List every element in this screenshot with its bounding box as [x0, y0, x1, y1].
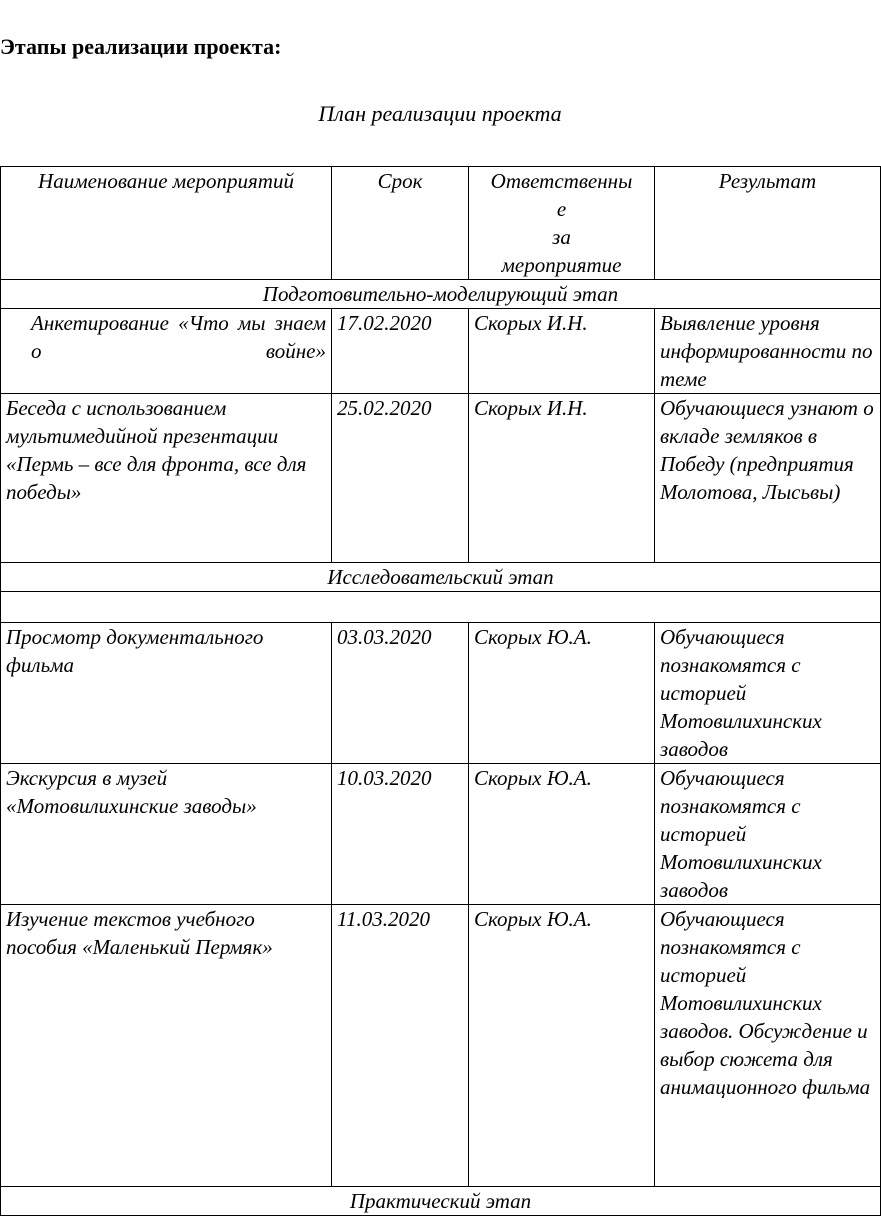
cell-event: Просмотр документального фильма — [1, 623, 332, 764]
cell-result: Обучающиеся узнают о вкладе земляков в Победу (предприятия Молотова, Лысьвы) — [655, 394, 881, 563]
plan-table-container — [0, 166, 874, 1218]
header-responsible — [469, 167, 655, 280]
stage-row — [1, 563, 881, 592]
cell-event: Анкетирование «Что мы знаем о войне» — [1, 309, 332, 394]
cell-result: Обучающиеся познакомятся с историей Мотовилихинских заводов — [655, 764, 881, 905]
cell-event: Беседа с использованием мультимедийной презентации «Пермь – все для фронта, все для победы» — [1, 394, 332, 563]
stage-row — [1, 1187, 881, 1216]
header-responsible-line: е — [556, 197, 567, 221]
section-heading: Этапы реализации проекта: — [0, 34, 282, 59]
cell-event: Экскурсия в музей «Мотовилихинские заводы» — [1, 764, 332, 905]
cell-date: 17.02.2020 — [332, 309, 469, 394]
header-responsible-line: за — [552, 225, 571, 249]
table-row — [1, 309, 881, 394]
cell-event: Изучение текстов учебного пособия «Маленький Пермяк» — [1, 905, 332, 1187]
header-date: Срок — [332, 167, 469, 280]
table-row — [1, 905, 881, 1187]
stage-title: Подготовительно-моделирующий этап — [1, 280, 881, 309]
header-event: Наименование мероприятий — [1, 167, 332, 280]
stage-row — [1, 280, 881, 309]
table-row — [1, 394, 881, 563]
cell-responsible: Скорых Ю.А. — [469, 905, 655, 1187]
cell-date: 25.02.2020 — [332, 394, 469, 563]
cell-result: Выявление уровня информированности по теме — [655, 309, 881, 394]
spacer-cell — [1, 592, 881, 623]
plan-title: План реализации проекта — [318, 101, 562, 126]
header-responsible-line: Ответственны — [490, 169, 633, 193]
spacer-row — [1, 592, 881, 623]
cell-date: 03.03.2020 — [332, 623, 469, 764]
cell-date: 10.03.2020 — [332, 764, 469, 905]
table-row — [1, 623, 881, 764]
cell-result: Обучающиеся познакомятся с историей Мотовилихинских заводов — [655, 623, 881, 764]
plan-table — [0, 166, 881, 1216]
stage-title: Практический этап — [1, 1187, 881, 1216]
table-header-row — [1, 167, 881, 280]
header-responsible-line: мероприятие — [501, 253, 622, 277]
cell-responsible: Скорых И.Н. — [469, 394, 655, 563]
cell-responsible: Скорых И.Н. — [469, 309, 655, 394]
cell-result: Обучающиеся познакомятся с историей Мотовилихинских заводов. Обсуждение и выбор сюжета для анимационного фильма — [655, 905, 881, 1187]
header-result: Результат — [655, 167, 881, 280]
stage-title: Исследовательский этап — [1, 563, 881, 592]
cell-responsible: Скорых Ю.А. — [469, 764, 655, 905]
table-row — [1, 764, 881, 905]
cell-date: 11.03.2020 — [332, 905, 469, 1187]
cell-responsible: Скорых Ю.А. — [469, 623, 655, 764]
